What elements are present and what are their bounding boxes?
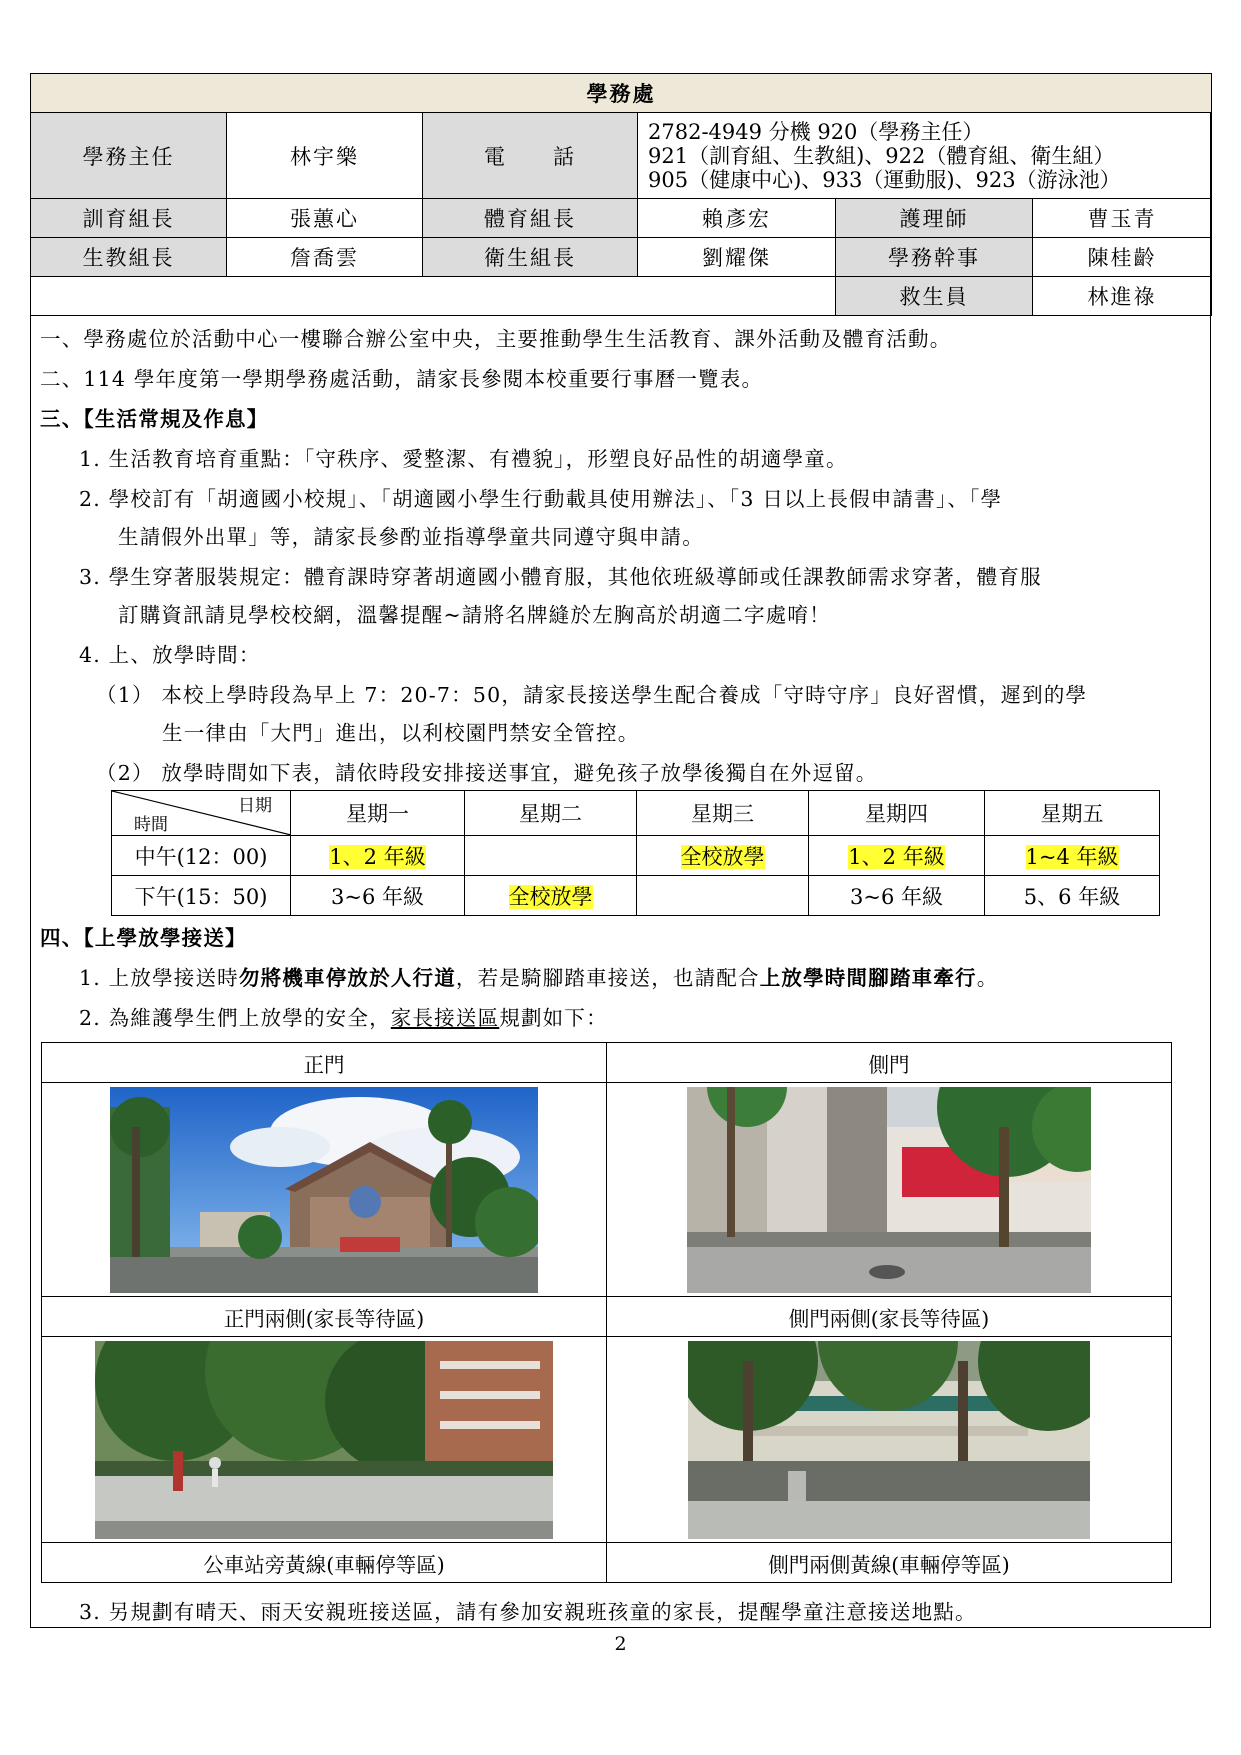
item-1: 1. 生活教育培育重點：「守秩序、愛整潔、有禮貌」，形塑良好品性的胡適學童。 (79, 447, 848, 471)
schedule-cell: 5、6 年級 (985, 876, 1160, 916)
photo-cell (42, 1083, 607, 1297)
item-3-line-2: 訂購資訊請見學校校網，溫馨提醒~請將名牌縫於左胸高於胡適二字處唷！ (118, 603, 831, 627)
bold-span: 勿將機車停放於人行道 (238, 966, 456, 990)
phone-label: 電 話 (423, 113, 638, 199)
director-name: 林宇樂 (227, 113, 423, 199)
page-number: 2 (614, 1633, 627, 1655)
staff-name: 陳桂齡 (1033, 238, 1212, 277)
text-span: 2. 為維護學生們上放學的安全， (79, 1006, 391, 1030)
day-header: 星期三 (637, 791, 809, 836)
staff-role: 生教組長 (31, 238, 227, 277)
staff-role: 訓育組長 (31, 199, 227, 238)
noon-label: 中午(12：00) (112, 836, 291, 876)
photo-cell (607, 1083, 1172, 1297)
section-4-item-3: 3. 另規劃有晴天、雨天安親班接送區，請有參加安親班孩童的家長，提醒學童注意接送地點。 (79, 1600, 977, 1624)
section-4-item-1 (79, 961, 998, 991)
day-header: 星期二 (465, 791, 637, 836)
section-4-item-2 (79, 1001, 608, 1031)
item-4: 4. 上、放學時間： (79, 643, 261, 667)
day-header: 星期一 (291, 791, 465, 836)
sub-item-1-line-1: （1） 本校上學時段為早上 7：20-7：50，請家長接送學生配合養成「守時守序」良好習慣，遲到的學 (96, 683, 1088, 707)
photo-cell (607, 1337, 1172, 1543)
bus-stop-photo (95, 1341, 553, 1539)
front-gate-photo (110, 1087, 538, 1293)
side-gate-yellow-line-photo (688, 1341, 1090, 1539)
bus-stop-caption: 公車站旁黃線(車輛停等區) (42, 1543, 607, 1583)
phone-line: 905（健康中心)、933（運動服)、923（游泳池） (648, 167, 1121, 192)
bold-span: 上放學時間腳踏車牽行 (759, 966, 977, 990)
staff-name: 曹玉青 (1033, 199, 1212, 238)
lifeguard-label: 救生員 (836, 277, 1033, 316)
item-2-line-1: 2. 學校訂有「胡適國小校規」、「胡適國小學生行動載具使用辦法」、「3 日以上長假申請書」、「學 (79, 487, 1003, 511)
schedule-cell: 3~6 年級 (291, 876, 465, 916)
side-gate-header: 側門 (607, 1043, 1172, 1083)
text-span: ，若是騎腳踏車接送，也請配合 (455, 966, 760, 990)
corner-top-label: 日期 (238, 796, 272, 816)
empty-cell (31, 277, 836, 316)
side-gate-caption-1: 側門兩側(家長等待區) (607, 1297, 1172, 1337)
schedule-cell: 3~6 年級 (809, 876, 985, 916)
corner-cell (112, 791, 291, 836)
paragraph-1: 一、學務處位於活動中心一樓聯合辦公室中央，主要推動學生生活教育、課外活動及體育活動。 (40, 327, 952, 351)
highlighted-grade: 全校放學 (508, 884, 593, 909)
schedule-cell (637, 836, 809, 876)
sub-item-2: （2） 放學時間如下表，請依時段安排接送事宜，避免孩子放學後獨自在外逗留。 (96, 761, 878, 785)
highlighted-grade: 1、2 年級 (848, 844, 945, 869)
highlighted-grade: 全校放學 (680, 844, 765, 869)
text-span: 1. 上放學接送時 (79, 966, 239, 990)
text-span: 規劃如下： (499, 1006, 608, 1030)
text-span: 。 (976, 966, 999, 990)
staff-role: 衛生組長 (423, 238, 638, 277)
phone-line: 921（訓育組、生教組)、922（體育組、衛生組） (648, 143, 1115, 168)
dismissal-schedule-table (111, 790, 1160, 916)
pickup-zones-table (41, 1042, 1172, 1583)
schedule-cell (465, 836, 637, 876)
staff-role: 學務幹事 (836, 238, 1033, 277)
photo-cell (42, 1337, 607, 1543)
staff-name: 賴彥宏 (638, 199, 836, 238)
paragraph-2: 二、114 學年度第一學期學務處活動，請家長參閱本校重要行事曆一覽表。 (40, 367, 764, 391)
day-header: 星期四 (809, 791, 985, 836)
sub-item-1-line-2: 生一律由「大門」進出，以利校園門禁安全管控。 (162, 721, 640, 745)
highlighted-grade: 1~4 年級 (1025, 844, 1119, 869)
day-header: 星期五 (985, 791, 1160, 836)
side-gate-caption-2: 側門兩側黃線(車輛停等區) (607, 1543, 1172, 1583)
underlined-span: 家長接送區 (390, 1006, 500, 1030)
staff-name: 詹喬雲 (227, 238, 423, 277)
staff-table (30, 73, 1212, 316)
section-4-heading: 四、【上學放學接送】 (40, 926, 247, 950)
afternoon-label: 下午(15：50) (112, 876, 291, 916)
schedule-cell (465, 876, 637, 916)
front-gate-caption-1: 正門兩側(家長等待區) (42, 1297, 607, 1337)
phone-info (638, 113, 1212, 199)
staff-name: 張蕙心 (227, 199, 423, 238)
office-title: 學務處 (31, 74, 1212, 113)
staff-role: 護理師 (836, 199, 1033, 238)
section-3-heading: 三、【生活常規及作息】 (40, 407, 269, 431)
phone-line: 2782-4949 分機 920（學務主任） (648, 119, 984, 144)
item-3-line-1: 3. 學生穿著服裝規定：體育課時穿著胡適國小體育服，其他依班級導師或任課教師需求穿著，體育服 (79, 565, 1042, 589)
item-2-line-2: 生請假外出單」等，請家長參酌並指導學童共同遵守與申請。 (118, 525, 704, 549)
schedule-cell (291, 836, 465, 876)
staff-name: 劉耀傑 (638, 238, 836, 277)
staff-role: 體育組長 (423, 199, 638, 238)
lifeguard-name: 林進祿 (1033, 277, 1212, 316)
schedule-cell (985, 836, 1160, 876)
corner-bottom-label: 時間 (134, 815, 168, 835)
schedule-cell (809, 836, 985, 876)
front-gate-header: 正門 (42, 1043, 607, 1083)
side-gate-photo (687, 1087, 1091, 1293)
director-label: 學務主任 (31, 113, 227, 199)
schedule-cell (637, 876, 809, 916)
highlighted-grade: 1、2 年級 (329, 844, 426, 869)
